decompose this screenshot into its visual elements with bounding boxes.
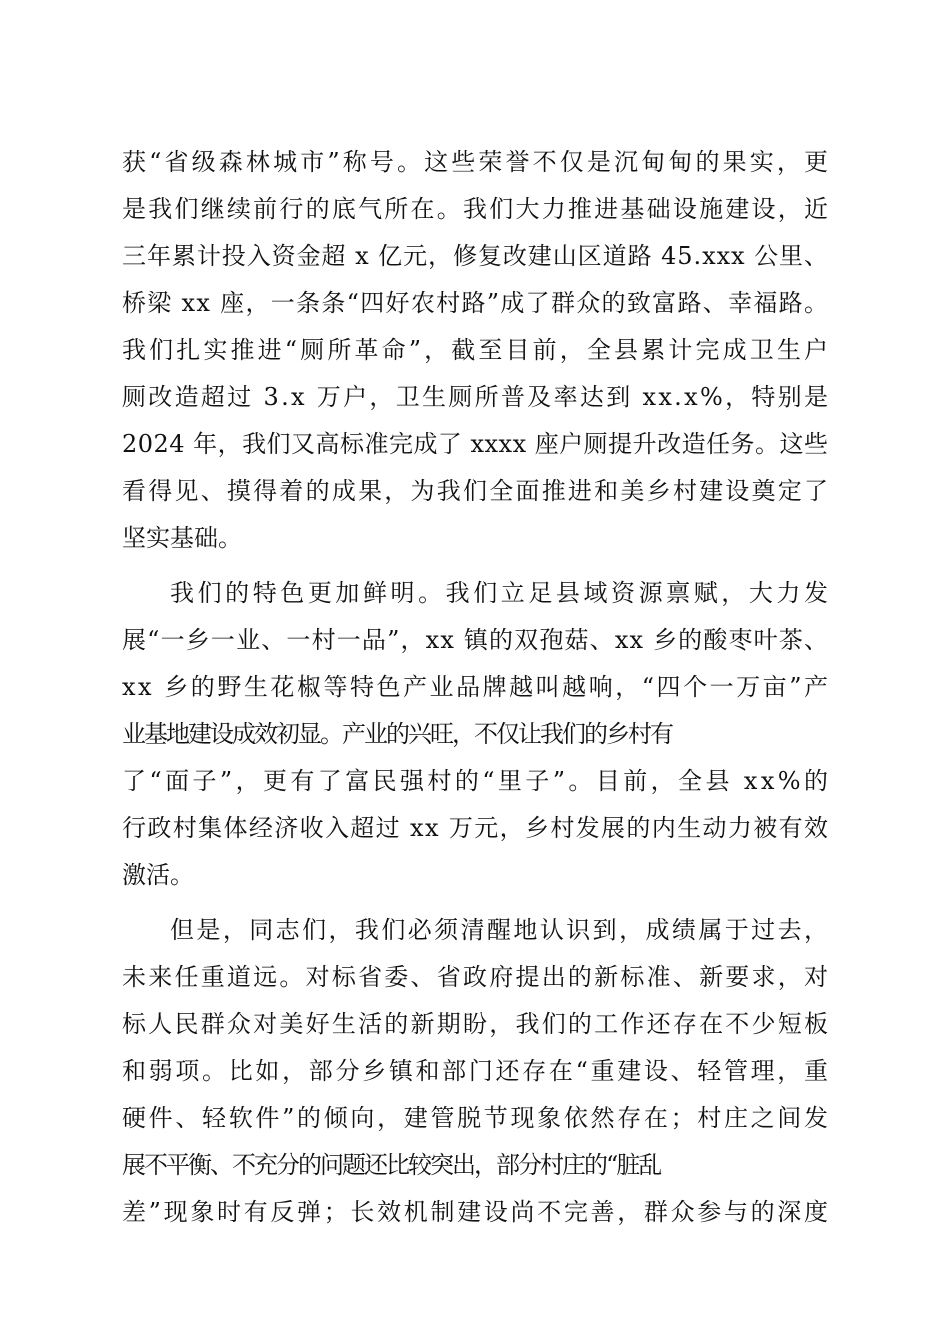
- text-line: 行政村集体经济收入超过 xx 万元，乡村发展的内生动力被有效: [122, 814, 830, 842]
- text-line: 是我们继续前行的底气所在。我们大力推进基础设施建设，近: [122, 195, 831, 223]
- text-line: 标人民群众对美好生活的新期盼，我们的工作还存在不少短板: [122, 1010, 831, 1038]
- text-line: 硬件、轻软件”的倾向，建管脱节现象依然存在；村庄之间发: [122, 1104, 831, 1132]
- text-line: 获“省级森林城市”称号。这些荣誉不仅是沉甸甸的果实，更: [122, 148, 832, 176]
- text-line: 厕改造超过 3.x 万户，卫生厕所普及率达到 xx.x%，特别是: [122, 383, 831, 411]
- text-line: 未来任重道远。对标省委、省政府提出的新标准、新要求，对: [122, 963, 831, 991]
- text-line: 展“一乡一业、一村一品”，xx 镇的双孢菇、xx 乡的酸枣叶茶、: [122, 626, 830, 654]
- text-line: 看得见、摸得着的成果，为我们全面推进和美乡村建设奠定了: [122, 477, 831, 505]
- text-line: 但是，同志们，我们必须清醒地认识到，成绩属于过去，: [170, 916, 831, 944]
- text-line: 展不平衡、不充分的问题还比较突出，部分村庄的“脏乱: [122, 1151, 661, 1179]
- text-line: 了“面子”，更有了富民强村的“里子”。目前，全县 xx%的: [122, 767, 832, 795]
- text-line: 和弱项。比如，部分乡镇和部门还存在“重建设、轻管理，重: [122, 1057, 831, 1085]
- text-line: 差”现象时有反弹；长效机制建设尚不完善，群众参与的深度: [122, 1198, 831, 1226]
- text-line: 2024 年，我们又高标准完成了 xxxx 座户厕提升改造任务。这些: [122, 430, 829, 458]
- text-line: 激活。: [122, 861, 194, 889]
- text-line: xx 乡的野生花椒等特色产业品牌越叫越响，“四个一万亩”产: [122, 673, 831, 701]
- text-line: 三年累计投入资金超 x 亿元，修复改建山区道路 45.xxx 公里、: [122, 242, 829, 270]
- text-line: 我们的特色更加鲜明。我们立足县域资源禀赋，大力发: [170, 579, 832, 607]
- text-line: 业基地建设成效初显。产业的兴旺，不仅让我们的乡村有: [122, 720, 672, 748]
- text-line: 坚实基础。: [122, 524, 242, 552]
- text-line: 桥梁 xx 座，一条条“四好农村路”成了群众的致富路、幸福路。: [122, 289, 830, 317]
- text-line: 我们扎实推进“厕所革命”，截至目前，全县累计完成卫生户: [122, 336, 832, 364]
